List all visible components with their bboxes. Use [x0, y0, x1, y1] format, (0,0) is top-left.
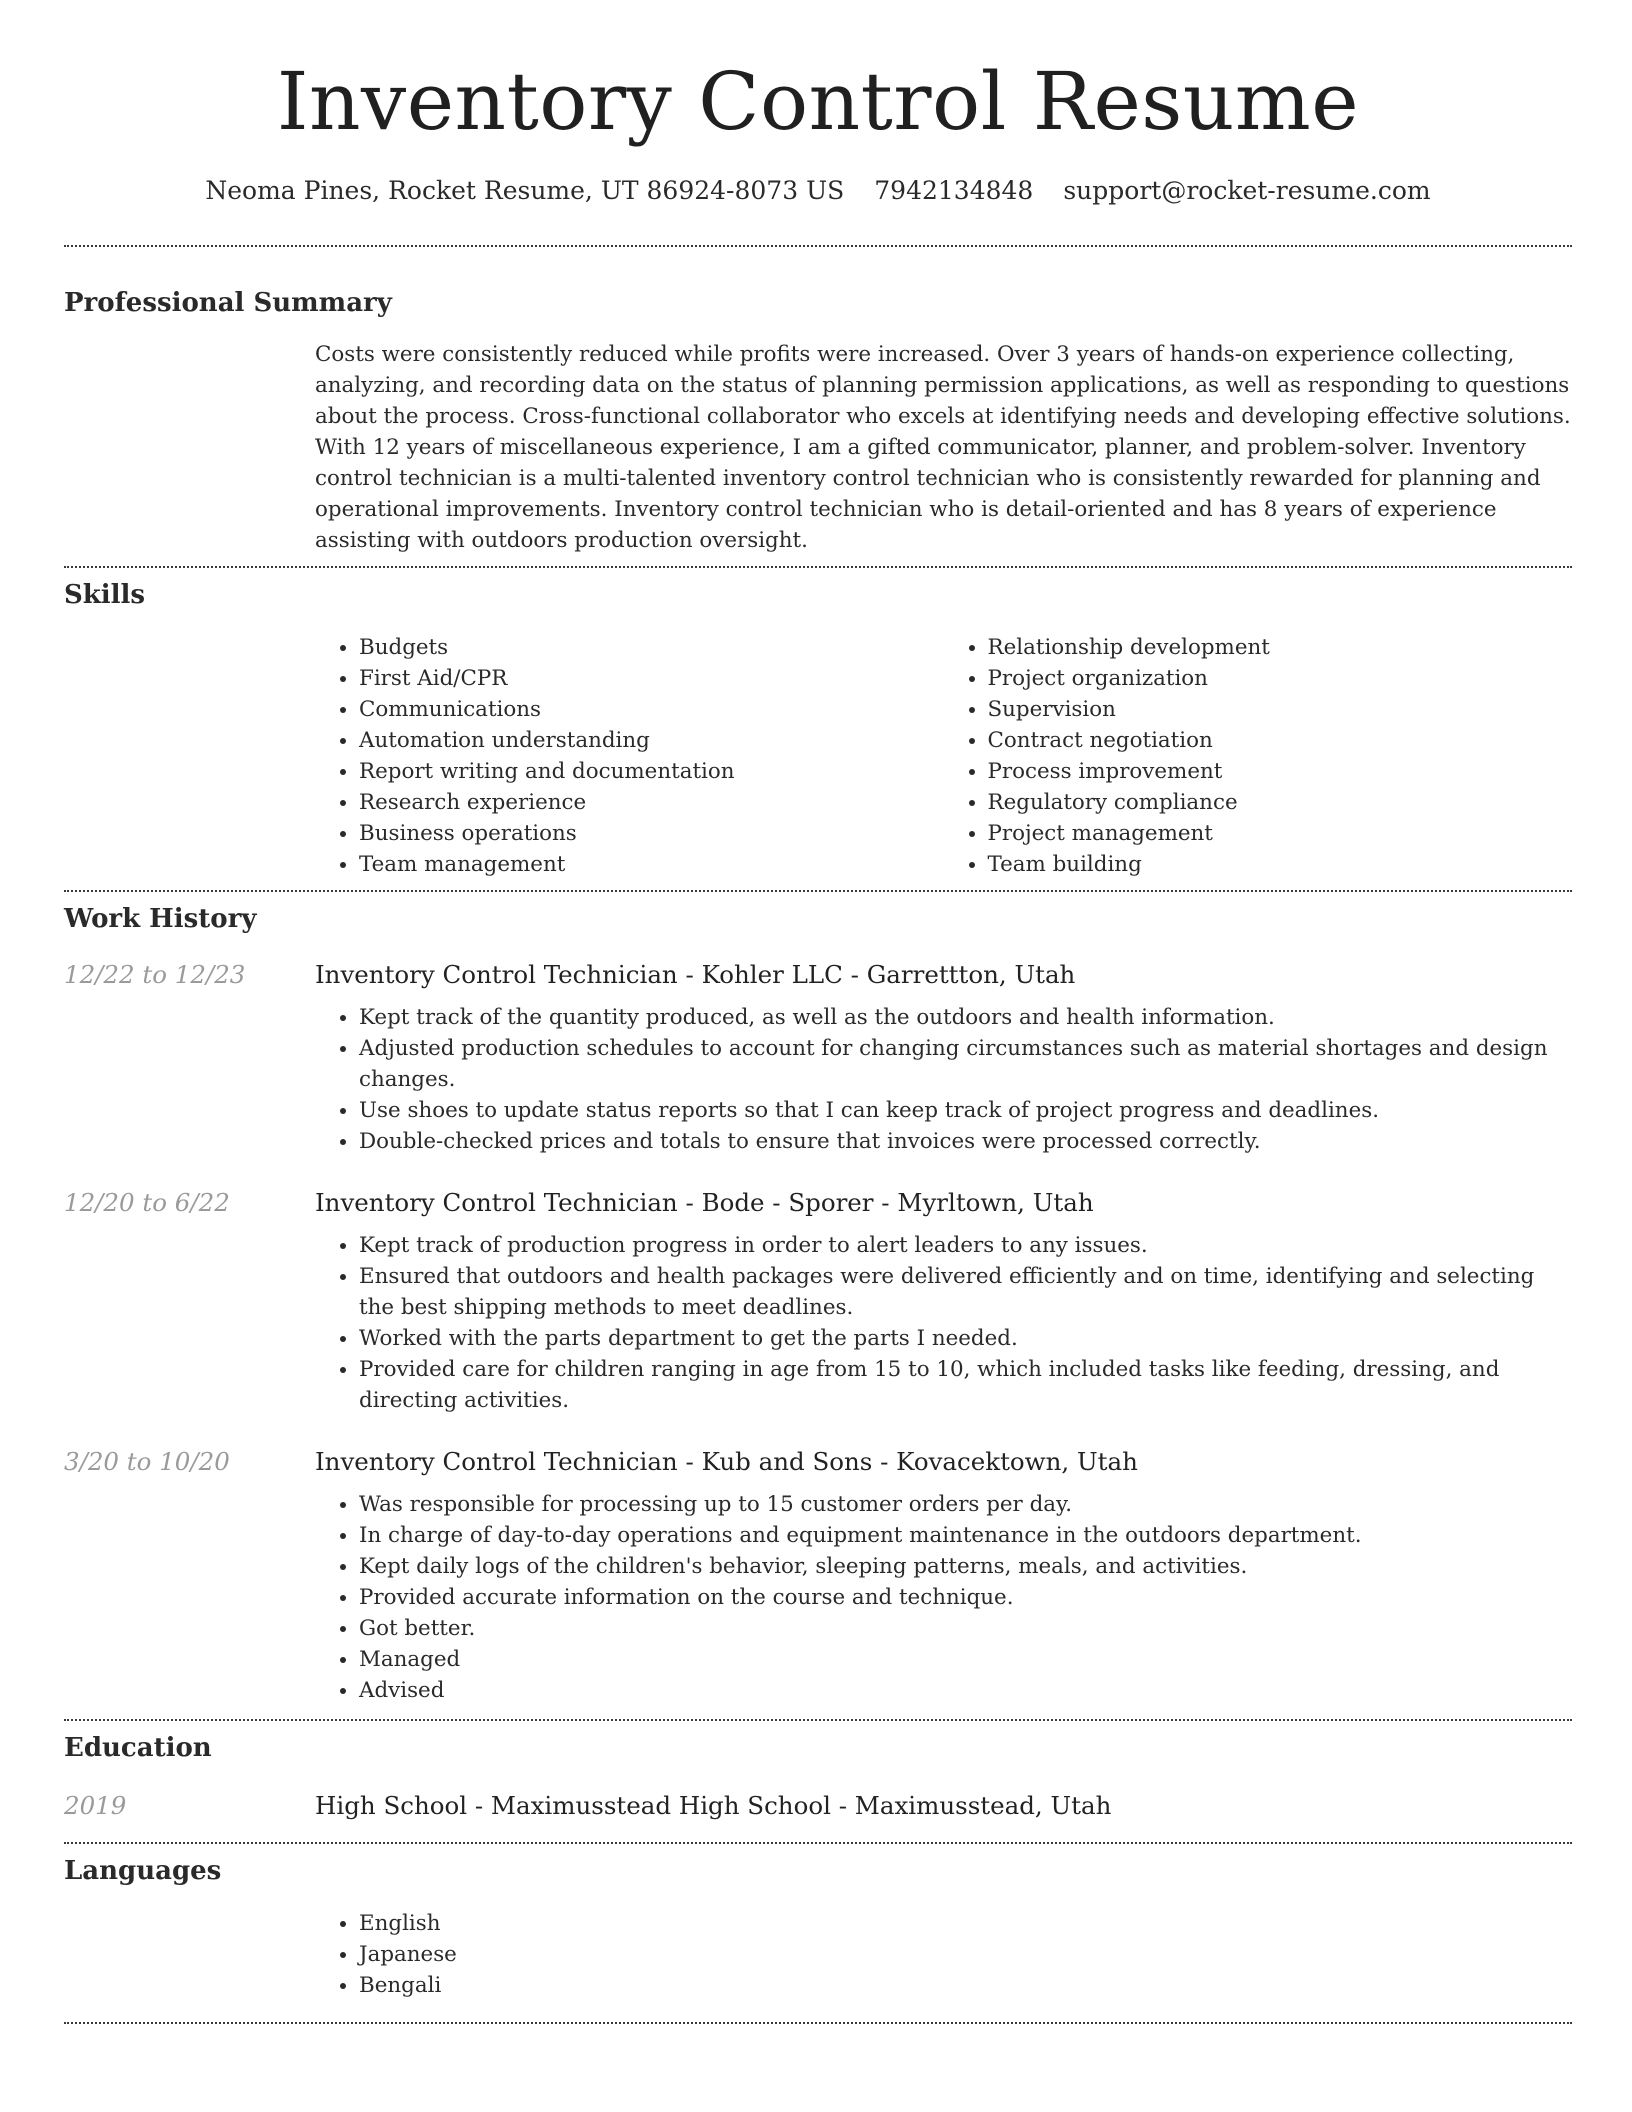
skill-item: • Budgets [359, 632, 944, 663]
job-header [64, 1186, 1572, 1220]
education-heading: Education [64, 1733, 212, 1763]
job-title: Inventory Control Technician - Kohler LLC - Garrettton, Utah [315, 960, 1076, 989]
education-entry [64, 1789, 1572, 1823]
job-title: Inventory Control Technician - Kub and Sons - Kovacektown, Utah [315, 1447, 1138, 1476]
education-year: 2019 [64, 1791, 127, 1820]
section-divider [64, 1842, 1572, 1844]
education-section [64, 1731, 1572, 1823]
job-bullet: • Ensured that outdoors and health packages were delivered efficiently and on time, identifying and selecting the best shipping methods to meet deadlines. [359, 1261, 1572, 1323]
job-entry [64, 1445, 1572, 1706]
skill-item: • Supervision [988, 694, 1573, 725]
section-divider [64, 1719, 1572, 1721]
skill-item: • Automation understanding [359, 725, 944, 756]
job-bullet: • Managed [359, 1644, 1572, 1675]
contact-line [64, 174, 1572, 208]
skill-item: • Project management [988, 818, 1573, 849]
job-bullet: • Provided care for children ranging in age from 15 to 10, which included tasks like feeding, dressing, and directing activities. [359, 1354, 1572, 1416]
job-header [64, 958, 1572, 992]
job-bullet: • Got better. [359, 1613, 1572, 1644]
skill-item: • Business operations [359, 818, 944, 849]
skills-list-left [315, 632, 944, 880]
languages-heading: Languages [64, 1856, 222, 1886]
job-bullet: • Double-checked prices and totals to ensure that invoices were processed correctly. [359, 1126, 1572, 1157]
job-bullet: • Kept daily logs of the children's behavior, sleeping patterns, meals, and activities. [359, 1551, 1572, 1582]
job-title: Inventory Control Technician - Bode - Sporer - Myrltown, Utah [315, 1188, 1094, 1217]
job-bullet: • Kept track of the quantity produced, as well as the outdoors and health information. [359, 1002, 1572, 1033]
skill-item: • Contract negotiation [988, 725, 1573, 756]
job-description [315, 1002, 1572, 1157]
job-bullet: • Was responsible for processing up to 15 customer orders per day. [359, 1489, 1572, 1520]
language-item: • Japanese [359, 1939, 1572, 1970]
job-header [64, 1445, 1572, 1479]
section-divider [64, 2022, 1572, 2024]
skill-item: • Communications [359, 694, 944, 725]
skill-item: • Research experience [359, 787, 944, 818]
summary-section [64, 286, 1572, 556]
job-bullet: • Adjusted production schedules to account for changing circumstances such as material shortages and design changes. [359, 1033, 1572, 1095]
skill-item: • Regulatory compliance [988, 787, 1573, 818]
job-dates: 3/20 to 10/20 [64, 1447, 230, 1476]
summary-heading: Professional Summary [64, 288, 392, 318]
resume-page [64, 0, 1572, 2024]
skills-heading: Skills [64, 580, 146, 610]
resume-title: Inventory Control Resume [276, 55, 1360, 148]
skills-list-right [944, 632, 1573, 880]
job-entry [64, 958, 1572, 1157]
section-divider [64, 890, 1572, 892]
job-bullets [315, 1002, 1572, 1157]
job-bullet: • Worked with the parts department to get the parts I needed. [359, 1323, 1572, 1354]
skills-columns [315, 632, 1572, 880]
contact-address: Neoma Pines, Rocket Resume, UT 86924-8073 US [205, 176, 845, 205]
skill-item: • Team building [988, 849, 1573, 880]
job-bullets [315, 1230, 1572, 1416]
language-item: • Bengali [359, 1970, 1572, 2001]
languages-list [315, 1908, 1572, 2001]
skill-item: • Report writing and documentation [359, 756, 944, 787]
job-bullet: • Advised [359, 1675, 1572, 1706]
work-section [64, 902, 1572, 1706]
skill-item: • Process improvement [988, 756, 1573, 787]
job-bullets [315, 1489, 1572, 1706]
job-bullet: • Provided accurate information on the course and technique. [359, 1582, 1572, 1613]
languages-content [315, 1908, 1572, 2001]
job-entry [64, 1186, 1572, 1416]
section-divider [64, 566, 1572, 568]
job-dates: 12/22 to 12/23 [64, 960, 246, 989]
job-description [315, 1230, 1572, 1416]
summary-text: Costs were consistently reduced while profits were increased. Over 3 years of hands-on experience collecting, analyzing, and recording data on the status of planning permission applications, as well as responding to questions about the process. Cross-functional collaborator who excels at identifying needs and developing effective solutions. With 12 years of miscellaneous experience, I am a gifted communicator, planner, and problem-solver. Inventory control technician is a multi-talented inventory control technician who is consistently rewarded for planning and operational improvements. Inventory control technician who is detail-oriented and has 8 years of experience assisting with outdoors production oversight. [315, 342, 1571, 553]
job-description [315, 1489, 1572, 1706]
job-dates: 12/20 to 6/22 [64, 1188, 230, 1217]
job-bullet: • In charge of day-to-day operations and equipment maintenance in the outdoors department. [359, 1520, 1572, 1551]
work-heading: Work History [64, 904, 257, 934]
skill-item: • First Aid/CPR [359, 663, 944, 694]
job-bullet: • Use shoes to update status reports so that I can keep track of project progress and deadlines. [359, 1095, 1572, 1126]
language-item: • English [359, 1908, 1572, 1939]
skill-item: • Relationship development [988, 632, 1573, 663]
job-bullet: • Kept track of production progress in order to alert leaders to any issues. [359, 1230, 1572, 1261]
skills-section [64, 578, 1572, 880]
skill-item: • Team management [359, 849, 944, 880]
section-divider [64, 245, 1572, 247]
skill-item: • Project organization [988, 663, 1573, 694]
contact-phone: 7942134848 [874, 176, 1034, 205]
languages-section [64, 1854, 1572, 2001]
education-title: High School - Maximusstead High School - Maximusstead, Utah [315, 1791, 1112, 1820]
contact-email[interactable]: support@rocket-resume.com [1063, 176, 1431, 205]
